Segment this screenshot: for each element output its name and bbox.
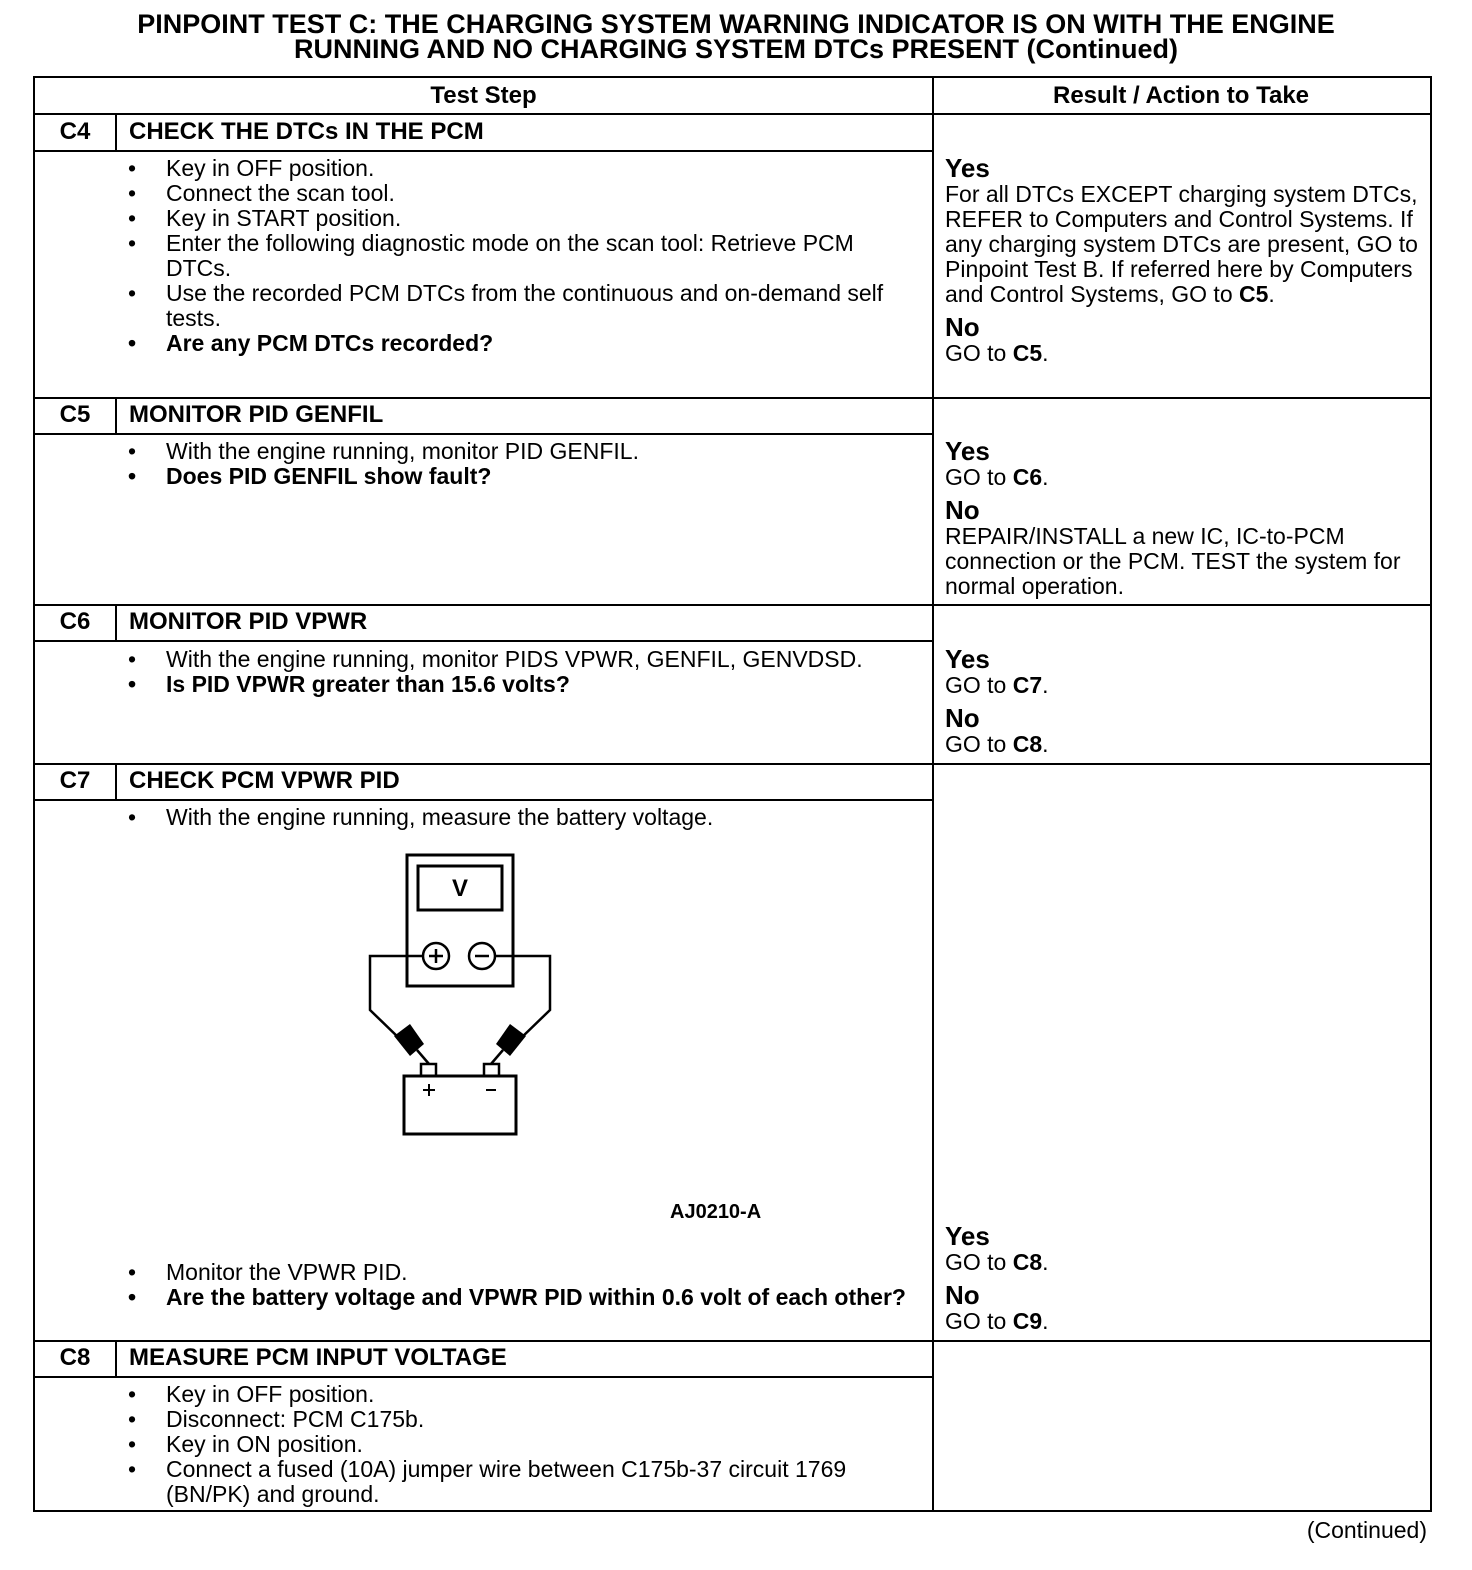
no-label: No: [945, 312, 980, 342]
list-item: • Connect a fused (10A) jumper wire between C175b-37 circuit 1769 (BN/PK) and ground.: [121, 1457, 911, 1507]
no-label: No: [945, 1280, 980, 1310]
shape: [421, 1064, 436, 1076]
go-to-text: GO to: [945, 672, 1007, 698]
yes-label: Yes: [945, 153, 990, 183]
step-list-c7: [121, 805, 911, 830]
step-id-c6: C6: [35, 605, 117, 640]
step-id-c7: C7: [35, 764, 117, 799]
go-to-text: GO to: [945, 1308, 1007, 1334]
column-divider: [932, 78, 934, 1510]
header-result-action: Result / Action to Take: [932, 78, 1430, 115]
list-item: • Monitor the VPWR PID.: [121, 1260, 911, 1285]
yes-label: Yes: [945, 644, 990, 674]
divider: [35, 640, 932, 642]
list-item: • Connect the scan tool.: [121, 181, 911, 206]
yes-target-c5: C6: [1012, 464, 1043, 490]
path: [423, 1084, 435, 1096]
go-to-text: GO to: [945, 464, 1007, 490]
step-id-c4: C4: [35, 115, 117, 150]
divider: [35, 799, 932, 801]
no-target-c6: C8: [1012, 731, 1043, 757]
step-question-c5: • Does PID GENFIL show fault?: [121, 464, 911, 489]
voltmeter-battery-diagram: [360, 850, 560, 1140]
list-item: • Key in OFF position.: [121, 1382, 911, 1407]
step-title-c8: MEASURE PCM INPUT VOLTAGE: [129, 1344, 507, 1371]
yes-target-c4: C5: [1239, 281, 1269, 307]
title-line-1: PINPOINT TEST C: THE CHARGING SYSTEM WARNING INDICATOR IS ON WITH THE ENGINE: [137, 9, 1335, 39]
step-question-c6: • Is PID VPWR greater than 15.6 volts?: [121, 672, 911, 697]
step-title-c4: CHECK THE DTCs IN THE PCM: [129, 118, 484, 145]
step-id-c5: C5: [35, 398, 117, 433]
go-to-text: GO to: [945, 340, 1007, 366]
yes-label: Yes: [945, 436, 990, 466]
list-item: • With the engine running, measure the battery voltage.: [121, 805, 911, 830]
title-line-2: RUNNING AND NO CHARGING SYSTEM DTCs PRESENT (Continued): [294, 34, 1178, 64]
path: [417, 1050, 503, 1064]
step-list-c8: [121, 1382, 911, 1507]
list-item: • Key in START position.: [121, 206, 911, 231]
list-item: • Disconnect: PCM C175b.: [121, 1407, 911, 1432]
no-action-c5: REPAIR/INSTALL a new IC, IC-to-PCM connection or the PCM. TEST the system for normal operation.: [945, 523, 1401, 599]
header-test-step: Test Step: [35, 78, 932, 115]
step-list-c5: [121, 439, 911, 489]
continued-label: (Continued): [1306, 1517, 1427, 1543]
step-list-c7-b: [121, 1260, 911, 1310]
list-item: • Use the recorded PCM DTCs from the continuous and on-demand self tests.: [121, 281, 911, 331]
divider: [35, 1376, 932, 1378]
list-item: • With the engine running, monitor PIDS VPWR, GENFIL, GENVDSD.: [121, 647, 911, 672]
yes-action-c4: For all DTCs EXCEPT charging system DTCs, REFER to Computers and Control Systems. If any charging system DTCs are present, GO to Pinpoint Test B. If referred here by Computers and Control Systems, GO to: [945, 181, 1418, 307]
shape: [484, 1064, 499, 1076]
step-question-c4: • Are any PCM DTCs recorded?: [121, 331, 911, 356]
step-title-c6: MONITOR PID VPWR: [129, 608, 368, 635]
go-to-text: GO to: [945, 731, 1007, 757]
no-label: No: [945, 703, 980, 733]
result-c4: Yes For all DTCs EXCEPT charging system DTCs, REFER to Computers and Control Systems. If any charging system DTCs are present, GO to Pinpoint Test B. If referred here by Computers and Control Systems, GO to C5. No GO to C5.: [945, 154, 1425, 372]
divider: [35, 433, 932, 435]
page-title: [0, 9, 1472, 64]
step-title-c7: CHECK PCM VPWR PID: [129, 767, 400, 794]
positive-lead: [370, 956, 423, 1040]
battery-icon: [404, 1076, 516, 1134]
path: [429, 949, 443, 963]
list-item: • Key in OFF position.: [121, 156, 911, 181]
go-to-text: GO to: [945, 1249, 1007, 1275]
pinpoint-test-table: [33, 76, 1432, 1512]
yes-label: Yes: [945, 1221, 990, 1251]
yes-target-c6: C7: [1012, 672, 1043, 698]
voltmeter-label: V: [451, 875, 469, 902]
no-target-c4: C5: [1012, 340, 1043, 366]
negative-lead: [495, 956, 550, 1040]
result-c5: Yes GO to C6. No REPAIR/INSTALL a new IC, IC-to-PCM connection or the PCM. TEST the system for normal operation.: [945, 437, 1425, 605]
result-c7: Yes GO to C8. No GO to C9.: [945, 1222, 1425, 1340]
figure-id: AJ0210-A: [670, 1201, 762, 1223]
step-list-c6: [121, 647, 911, 697]
list-item: • With the engine running, monitor PID GENFIL.: [121, 439, 911, 464]
step-title-c5: MONITOR PID GENFIL: [129, 401, 384, 428]
divider: [35, 150, 932, 152]
result-c6: Yes GO to C7. No GO to C8.: [945, 645, 1425, 763]
step-id-c8: C8: [35, 1341, 117, 1376]
no-label: No: [945, 495, 980, 525]
yes-target-c7: C8: [1012, 1249, 1043, 1275]
step-question-c7: • Are the battery voltage and VPWR PID within 0.6 volt of each other?: [121, 1285, 911, 1310]
no-target-c7: C9: [1012, 1308, 1043, 1334]
step-list-c4: [121, 156, 911, 356]
list-item: • Key in ON position.: [121, 1432, 911, 1457]
list-item: • Enter the following diagnostic mode on the scan tool: Retrieve PCM DTCs.: [121, 231, 911, 281]
